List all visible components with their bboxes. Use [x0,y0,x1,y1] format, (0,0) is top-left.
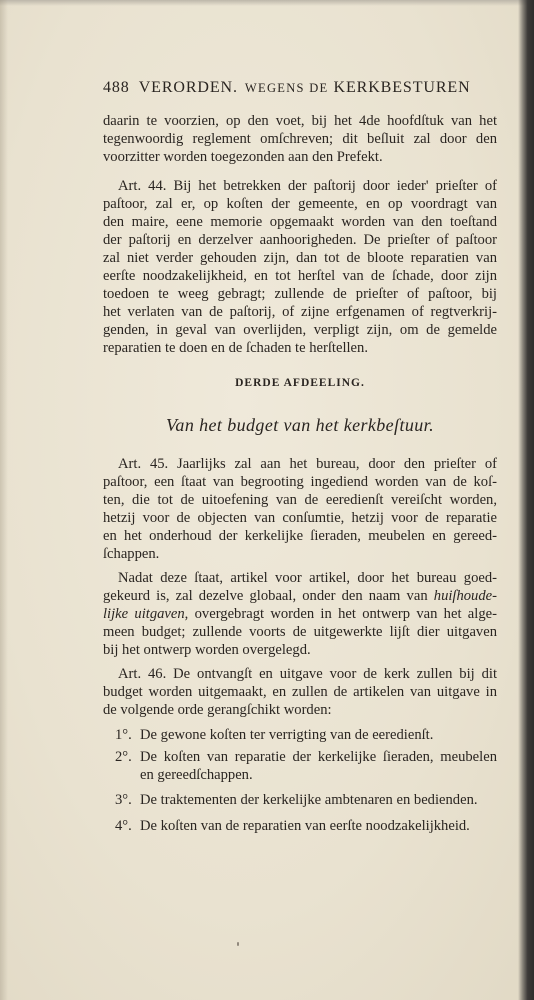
paper-speck [237,942,239,946]
italic-term: lijke uitgaven [103,606,185,622]
text-line: den maire, eene memorie opgemaakt worden van den toeſtand [103,214,497,230]
text-line: daarin te voorzien, op den voet, bij het 4de hoofdſtuk van het [103,113,497,129]
text-line: De gewone koſten ter verrigting van de eeredienſt. [140,727,434,743]
item-number: 3°. [115,792,132,808]
text-line: De koſten van de reparatien van eerſte noodzakelijkheid. [140,818,470,834]
text-line: ſchappen. [103,546,160,562]
text-line [103,605,497,623]
text-line: en gereedſchappen. [140,767,253,783]
text-line: de volgende orde gerangſchikt worden: [103,702,332,718]
text-line: De traktementen der kerkelijke ambtenaren en bedienden. [140,792,478,808]
text-line: De koſten van reparatie der kerkelijke ſieraden, meubelen [140,749,497,765]
text-line: budget worden uitgemaakt, en zullen de artikelen van uitgave in [103,684,497,700]
article-46 [103,665,497,719]
text-line: Art. 44. Bij het betrekken der paſtorij door ieder' prieſter of [118,178,497,194]
text-line: het verlaten van de paſtorij, of zijne erfgenamen of regtverkrij- [103,304,497,320]
running-title-start: VERORDEN. [138,79,238,96]
article-44 [103,177,497,357]
running-title-small-caps: WEGENS DE [244,81,329,95]
text-segment: gekeurd is, zal dezelve globaal, onder den naam van [103,588,428,604]
text-line: eerſte noodzakelijkheid, en tot herſtel van de ſchade, door zijn [103,268,497,284]
cost-item [115,791,497,809]
text-line: reparatien te doen en de ſchaden te herſtellen. [103,340,368,356]
text-line: voorzitter worden toegezonden aan den Prefekt. [103,149,383,165]
text-line: genden, in geval van overlijden, verpligt zijn, om de gemelde [103,322,497,338]
item-number: 2°. [115,749,132,765]
text-line: der paſtorij en derzelver aanhoorigheden. De prieſter of paſtoor [103,232,497,248]
page-left-shade [0,0,8,1000]
text-line: zal niet verder gehouden zijn, dan tot de bloote reparatien van [103,250,497,266]
text-line: bij het ontwerp worden overgelegd. [103,642,311,658]
cost-item [115,726,497,744]
text-line: toedoen te weeg gebragt; zullende de prieſter of paſtoor, bij [103,286,497,302]
text-line: en het onderhoud der kerkelijke ſieraden, meubelen en gereed- [103,528,497,544]
text-line: meen budget; zullende voorts de uitgewerkte lijſt dier uitgaven [103,624,497,640]
scan-top-edge [0,0,534,6]
cost-item [115,748,497,784]
cost-item [115,817,497,835]
article-45 [103,455,497,563]
text-line: Art. 46. De ontvangſt en uitgave voor de kerk zullen bij dit [118,666,497,682]
paragraph-budget [103,569,497,659]
text-line: Nadat deze ſtaat, artikel voor artikel, door het bureau goed- [118,570,497,586]
text-line: tegenwoordig reglement omſchreven; dit beſluit zal door den [103,131,497,147]
running-title-end: KERKBESTUREN [333,79,471,96]
text-line: ten, die tot de uitoefening van de eeredienſt vereiſcht worden, [103,492,497,508]
italic-term: huiſhoude- [433,588,497,604]
text-line: paſtoor, zal er, op koſten der gemeente, en op voordragt van [103,196,497,212]
page-number: 488 [103,79,130,96]
running-head [103,78,471,98]
text-segment: , overgebragt worden in het ontwerp van het alge- [184,606,497,622]
text-line: paſtoor, een ſtaat van begrooting ingediend worden van de koſ- [103,474,497,490]
section-subheading: Van het budget van het kerkbeſtuur. [166,415,434,435]
text-line: hetzij voor de objecten van conſumtie, hetzij voor de reparatie [103,510,497,526]
scan-right-edge [518,0,534,1000]
item-number: 4°. [115,818,132,834]
text-line [103,587,497,605]
item-number: 1°. [115,727,132,743]
paragraph-intro [103,112,497,166]
section-heading: DERDE AFDEELING. [235,377,365,389]
text-line: Art. 45. Jaarlijks zal aan het bureau, door den prieſter of [118,456,497,472]
